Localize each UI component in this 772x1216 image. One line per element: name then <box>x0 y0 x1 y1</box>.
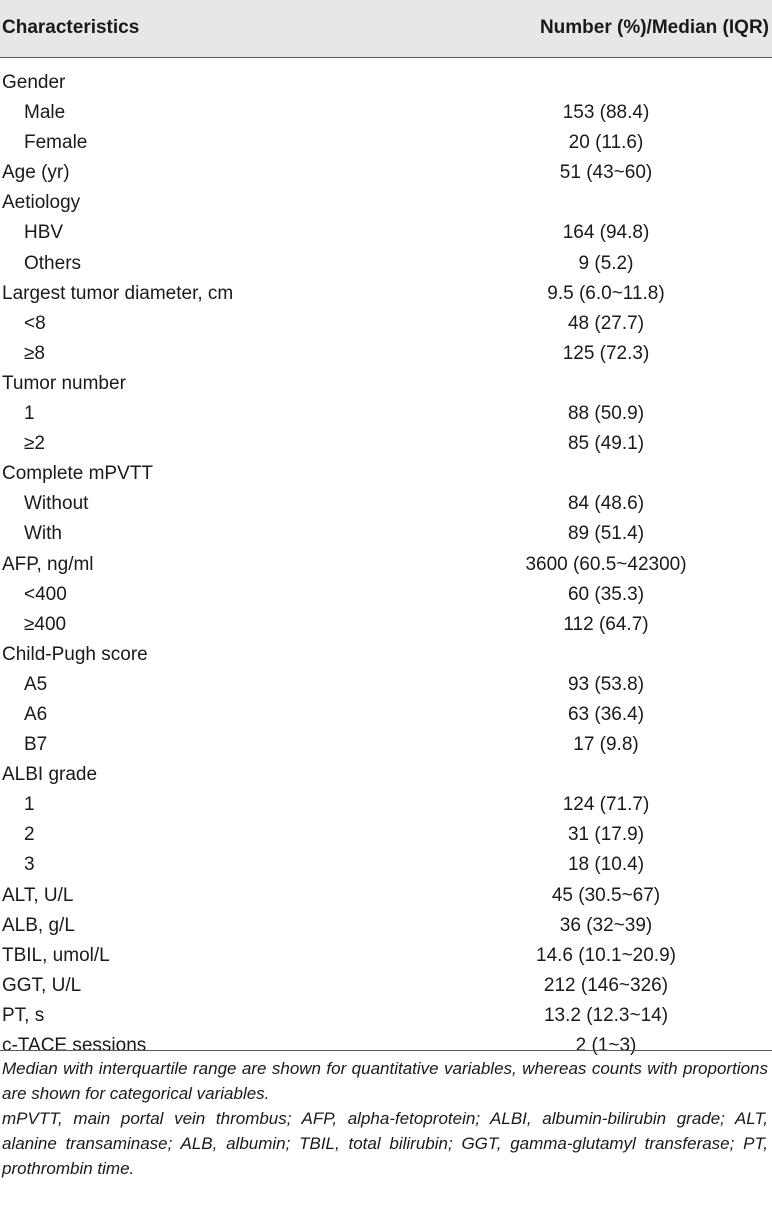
table-row <box>0 519 772 549</box>
row-label: Child-Pugh score <box>2 643 148 665</box>
table-row <box>0 399 772 429</box>
row-label: ≥2 <box>24 433 45 455</box>
row-label: A5 <box>24 673 48 695</box>
row-label: Tumor number <box>2 372 126 394</box>
row-value: 18 (10.4) <box>567 854 645 876</box>
row-label: Age (yr) <box>2 162 70 184</box>
table-row <box>0 820 772 850</box>
table-row <box>0 670 772 700</box>
row-label: Gender <box>2 72 66 93</box>
row-label: 2 <box>24 824 35 846</box>
row-label: ALBI grade <box>2 764 98 786</box>
table-row <box>0 760 772 790</box>
row-label: ALT, U/L <box>2 884 74 906</box>
row-value: 63 (36.4) <box>567 703 645 725</box>
row-value: 20 (11.6) <box>568 132 644 154</box>
table-row <box>0 911 772 941</box>
row-label: ALB, g/L <box>2 914 75 936</box>
row-value: 3600 (60.5~42300) <box>525 553 687 575</box>
row-label: ≥8 <box>24 342 45 364</box>
table-row <box>0 249 772 279</box>
table-row <box>0 850 772 880</box>
row-value: 85 (49.1) <box>567 433 645 455</box>
row-label: PT, s <box>2 1004 45 1026</box>
table-row <box>0 128 772 158</box>
table-row <box>0 941 772 971</box>
row-value: 88 (50.9) <box>567 403 645 425</box>
row-label: ≥400 <box>24 613 67 635</box>
row-value: 9 (5.2) <box>578 252 634 274</box>
row-label: GGT, U/L <box>2 974 82 996</box>
footnote-abbreviations-note: Median with interquartile range are shown for quantitative variables, whereas counts with proportions are shown for categorical variables. <box>2 1059 768 1103</box>
row-label: A6 <box>24 703 48 725</box>
table-footnotes <box>2 1056 768 1181</box>
table-row <box>0 971 772 1001</box>
row-value: 93 (53.8) <box>567 673 645 695</box>
row-value: 14.6 (10.1~20.9) <box>536 944 676 966</box>
row-value: 45 (30.5~67) <box>551 884 661 906</box>
row-value: 31 (17.9) <box>567 824 645 846</box>
row-label: HBV <box>24 222 64 244</box>
row-label: <400 <box>24 583 67 605</box>
row-label: 1 <box>24 403 35 425</box>
row-value: 51 (43~60) <box>559 162 653 184</box>
header-value: Number (%)/Median (IQR) <box>539 17 769 38</box>
table-header <box>0 0 772 58</box>
table-row <box>0 730 772 760</box>
table-row <box>0 790 772 820</box>
row-label: Male <box>24 102 66 124</box>
table-row <box>0 279 772 309</box>
row-value: 36 (32~39) <box>559 914 653 936</box>
table-body <box>0 68 772 1061</box>
row-value: 89 (51.4) <box>567 523 645 545</box>
table-row <box>0 369 772 399</box>
row-label: TBIL, umol/L <box>2 944 110 966</box>
table-row <box>0 580 772 610</box>
row-label: B7 <box>24 734 48 756</box>
row-value: 164 (94.8) <box>562 222 650 244</box>
row-value: 124 (71.7) <box>562 794 650 816</box>
row-label: Complete mPVTT <box>2 463 153 485</box>
row-value: 2 (1~3) <box>575 1035 637 1056</box>
header-characteristics: Characteristics <box>2 17 140 38</box>
row-label: 3 <box>24 854 35 876</box>
row-value: 84 (48.6) <box>567 493 645 515</box>
table-row <box>0 309 772 339</box>
table-row <box>0 459 772 489</box>
row-label: Without <box>24 493 89 515</box>
row-value: 9.5 (6.0~11.8) <box>547 282 665 304</box>
table-row <box>0 550 772 580</box>
table-row <box>0 68 772 98</box>
table-row <box>0 218 772 248</box>
row-value: 17 (9.8) <box>573 734 639 756</box>
row-value: 13.2 (12.3~14) <box>543 1004 669 1026</box>
table-row <box>0 188 772 218</box>
table-row <box>0 700 772 730</box>
row-label: 1 <box>24 794 35 816</box>
row-value: 153 (88.4) <box>562 102 650 124</box>
table-row <box>0 489 772 519</box>
row-label: Aetiology <box>2 192 81 214</box>
table-row <box>0 610 772 640</box>
row-value: 125 (72.3) <box>562 342 650 364</box>
row-label: Largest tumor diameter, cm <box>2 282 234 304</box>
table-row <box>0 881 772 911</box>
table-bottom-rule <box>0 1050 772 1051</box>
table-row <box>0 1001 772 1031</box>
row-value: 212 (146~326) <box>543 974 669 996</box>
row-label: <8 <box>24 312 46 334</box>
row-value: 48 (27.7) <box>567 312 645 334</box>
row-label: Female <box>24 132 88 154</box>
table-row <box>0 429 772 459</box>
footnote-definitions: mPVTT, main portal vein thrombus; AFP, alpha-fetoprotein; ALBI, albumin-bilirubin grade; ALT, alanine transaminase; ALB, albumin; TBIL, total bilirubin; GGT, gamma-glutamyl transferase; PT, prothrombin time. <box>2 1109 768 1178</box>
row-label: Others <box>24 252 82 274</box>
table-row <box>0 339 772 369</box>
table-row <box>0 98 772 128</box>
row-label: c-TACE sessions <box>2 1035 147 1056</box>
table-row <box>0 640 772 670</box>
row-label: With <box>24 523 62 545</box>
row-value: 60 (35.3) <box>567 583 645 605</box>
row-value: 112 (64.7) <box>563 613 649 635</box>
table-row <box>0 158 772 188</box>
row-label: AFP, ng/ml <box>2 553 94 575</box>
